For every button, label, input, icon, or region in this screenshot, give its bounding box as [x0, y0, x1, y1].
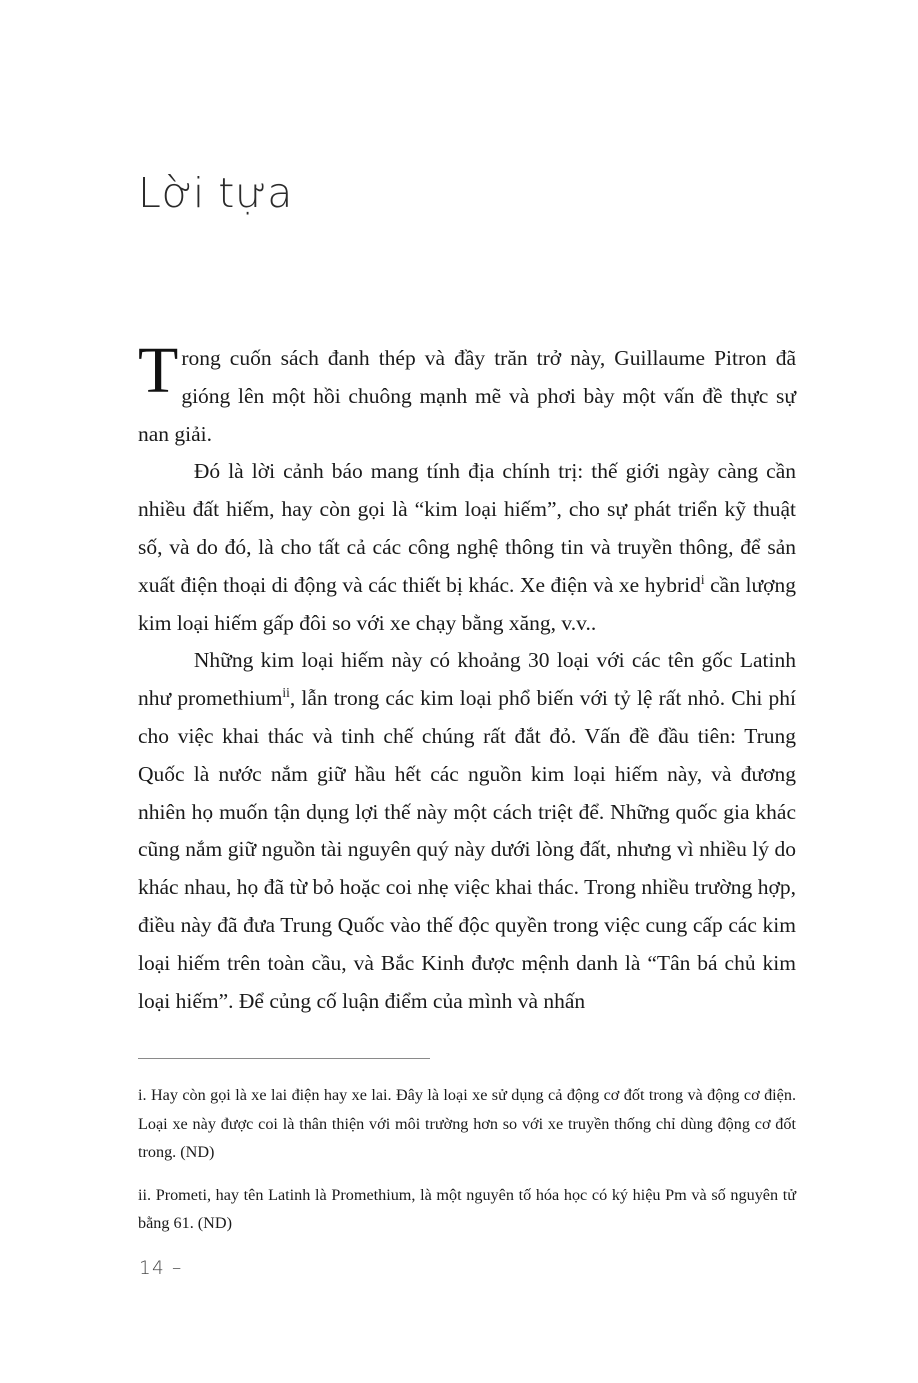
- footnote-marker-ii[interactable]: ii: [282, 685, 290, 701]
- paragraph-3-text-after-marker: , lẫn trong các kim loại phổ biến với tỷ lệ rất nhỏ. Chi phí cho việc khai thác và tinh chế chúng rất đắt đỏ. Vấn đề đầu tiên: Trung Quốc là nước nắm giữ hầu hết các nguồn kim loại hiếm này, và đương nhiên họ muốn tận dụng lợi thế này một cách triệt để. Những quốc gia khác cũng nắm giữ nguồn tài nguyên quý này dưới lòng đất, nhưng vì nhiều lý do khác nhau, họ đã từ bỏ hoặc coi nhẹ việc khai thác. Trong nhiều trường hợp, điều này đã đưa Trung Quốc vào thế độc quyền trong việc cung cấp các kim loại hiếm trên toàn cầu, và Bắc Kinh được mệnh danh là “Tân bá chủ kim loại hiếm”. Để củng cố luận điểm của mình và nhấn: [138, 686, 796, 1013]
- paragraph-2-text-after-marker: cần lượng kim loại hiếm gấp đôi so với xe chạy bằng xăng, v.v..: [138, 572, 796, 635]
- paragraph-1: [138, 334, 796, 453]
- paragraph-3: [138, 642, 796, 1020]
- page-title: Lời tựa: [138, 169, 293, 218]
- paragraph-3-text-before-marker: Những kim loại hiếm này có khoảng 30 loại với các tên gốc Latinh như promethium: [138, 648, 796, 711]
- paragraph-2: [138, 453, 796, 642]
- page-number: 14 –: [139, 1258, 183, 1279]
- drop-cap-letter: T: [138, 334, 179, 407]
- paragraph-1-text: rong cuốn sách đanh thép và đầy trăn trở này, Guillaume Pitron đã gióng lên một hồi chuông mạnh mẽ và phơi bày một vấn đề thực sự nan giải.: [138, 346, 796, 446]
- body-text-block: [138, 334, 796, 1020]
- paragraph-2-text-before-marker: Đó là lời cảnh báo mang tính địa chính trị: thế giới ngày càng cần nhiều đất hiếm, hay còn gọi là “kim loại hiếm”, cho sự phát triển kỹ thuật số, và do đó, là cho tất cả các công nghệ thông tin và truyền thông, để sản xuất điện thoại di động và các thiết bị khác. Xe điện và xe hybrid: [138, 459, 796, 597]
- footnote-area: [138, 1058, 796, 1238]
- footnote-item-i: i. Hay còn gọi là xe lai điện hay xe lai. Đây là loại xe sử dụng cả động cơ đốt trong và động cơ điện. Loại xe này được coi là thân thiện với môi trường hơn so với xe truyền thống chỉ dùng động cơ đốt trong. (ND): [138, 1086, 796, 1162]
- footnote-item-ii: ii. Prometi, hay tên Latinh là Promethium, là một nguyên tố hóa học có ký hiệu Pm và số nguyên tử bằng 61. (ND): [138, 1185, 796, 1233]
- footnote-marker-i[interactable]: i: [700, 571, 705, 587]
- footnote-separator-rule: [138, 1058, 430, 1059]
